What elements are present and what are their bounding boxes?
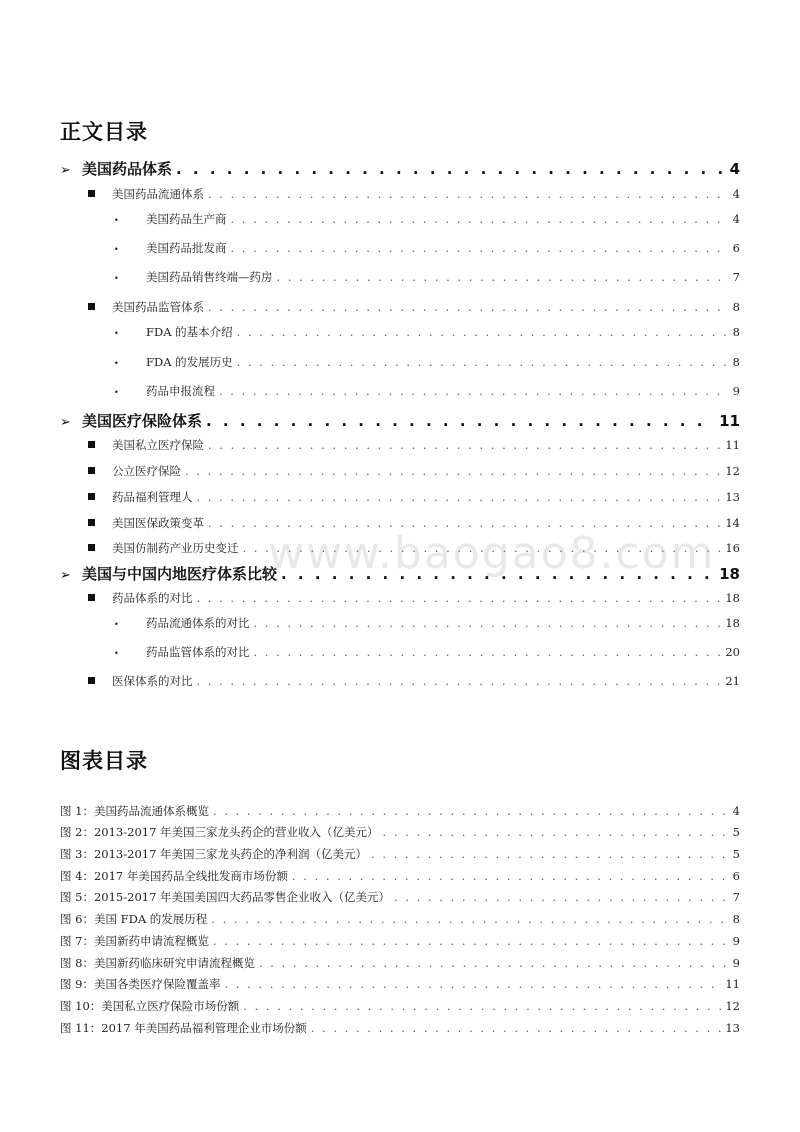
figure-entry[interactable]: 图 8：美国新药临床研究申请流程概览 . . . 9 — [60, 955, 740, 971]
square-bullet-icon — [88, 438, 112, 452]
toc-subitem[interactable]: • 美国药品批发商 . . . 6 — [114, 240, 740, 256]
figure-entry[interactable]: 图 9：美国各类医疗保险覆盖率 . . . 11 — [60, 976, 740, 992]
toc-subitem[interactable]: • 美国药品销售终端—药房 . . . 7 — [114, 269, 740, 285]
arrow-bullet-icon: ➢ — [60, 163, 71, 178]
dot-bullet-icon: • — [114, 359, 119, 368]
toc-item[interactable]: 美国私立医疗保险 . . . 11 — [88, 437, 740, 453]
dot-bullet-icon: • — [114, 620, 119, 629]
toc-item[interactable]: 美国医保政策变革 . . . 14 — [88, 515, 740, 531]
dot-bullet-icon: • — [114, 216, 119, 225]
dot-bullet-icon: • — [114, 329, 119, 338]
figure-entry[interactable]: 图 4：2017 年美国药品全线批发商市场份额 . . . 6 — [60, 868, 740, 884]
toc-item[interactable]: 药品体系的对比 . . . 18 — [88, 590, 740, 606]
toc-item[interactable]: 医保体系的对比 . . . 21 — [88, 673, 740, 689]
square-bullet-icon — [88, 464, 112, 478]
square-bullet-icon — [88, 674, 112, 688]
toc-item[interactable]: 药品福利管理人 . . . 13 — [88, 489, 740, 505]
square-bullet-icon — [88, 541, 112, 555]
toc-subitem[interactable]: • FDA 的发展历史 . . . 8 — [114, 354, 740, 370]
square-bullet-icon — [88, 516, 112, 530]
arrow-bullet-icon: ➢ — [60, 568, 71, 583]
toc-title: 正文目录 — [60, 120, 148, 144]
square-bullet-icon — [88, 300, 112, 314]
dot-bullet-icon: • — [114, 388, 119, 397]
figure-entry[interactable]: 图 10：美国私立医疗保险市场份额 . . . 12 — [60, 998, 740, 1014]
toc-subitem[interactable]: • 药品流通体系的对比 . . . 18 — [114, 615, 740, 631]
figure-entry[interactable]: 图 2：2013-2017 年美国三家龙头药企的营业收入（亿美元） . . . 5 — [60, 824, 740, 840]
figure-entry[interactable]: 图 6：美国 FDA 的发展历程 . . . 8 — [60, 911, 740, 927]
toc-section-1[interactable]: ➢ 美国药品体系 . . . 4 — [60, 158, 740, 179]
toc-subitem[interactable]: • 药品监管体系的对比 . . . 20 — [114, 644, 740, 660]
square-bullet-icon — [88, 187, 112, 201]
toc-subitem[interactable]: • 药品申报流程 . . . 9 — [114, 383, 740, 399]
toc-item[interactable]: 公立医疗保险 . . . 12 — [88, 463, 740, 479]
toc-section-3[interactable]: ➢ 美国与中国内地医疗体系比较 . . . 18 — [60, 563, 740, 584]
square-bullet-icon — [88, 490, 112, 504]
toc-subitem[interactable]: • 美国药品生产商 . . . 4 — [114, 211, 740, 227]
toc-item[interactable]: 美国药品监管体系 . . . 8 — [88, 299, 740, 315]
toc-subitem[interactable]: • FDA 的基本介绍 . . . 8 — [114, 324, 740, 340]
figures-title: 图表目录 — [60, 749, 148, 773]
dot-bullet-icon: • — [114, 245, 119, 254]
toc-item[interactable]: 美国药品流通体系 . . . 4 — [88, 186, 740, 202]
toc-item[interactable]: 美国仿制药产业历史变迁 . . . 16 — [88, 540, 740, 556]
arrow-bullet-icon: ➢ — [60, 415, 71, 430]
figure-entry[interactable]: 图 1：美国药品流通体系概览 . . . 4 — [60, 803, 740, 819]
figure-entry[interactable]: 图 5：2015-2017 年美国美国四大药品零售企业收入（亿美元） . . . 7 — [60, 889, 740, 905]
dot-bullet-icon: • — [114, 274, 119, 283]
figure-entry[interactable]: 图 11：2017 年美国药品福利管理企业市场份额 . . . 13 — [60, 1020, 740, 1036]
figure-entry[interactable]: 图 3：2013-2017 年美国三家龙头药企的净利润（亿美元） . . . 5 — [60, 846, 740, 862]
square-bullet-icon — [88, 591, 112, 605]
dot-bullet-icon: • — [114, 649, 119, 658]
toc-section-2[interactable]: ➢ 美国医疗保险体系 . . . 11 — [60, 410, 740, 431]
watermark: www.baogao8.com — [268, 528, 716, 579]
figure-entry[interactable]: 图 7：美国新药申请流程概览 . . . 9 — [60, 933, 740, 949]
